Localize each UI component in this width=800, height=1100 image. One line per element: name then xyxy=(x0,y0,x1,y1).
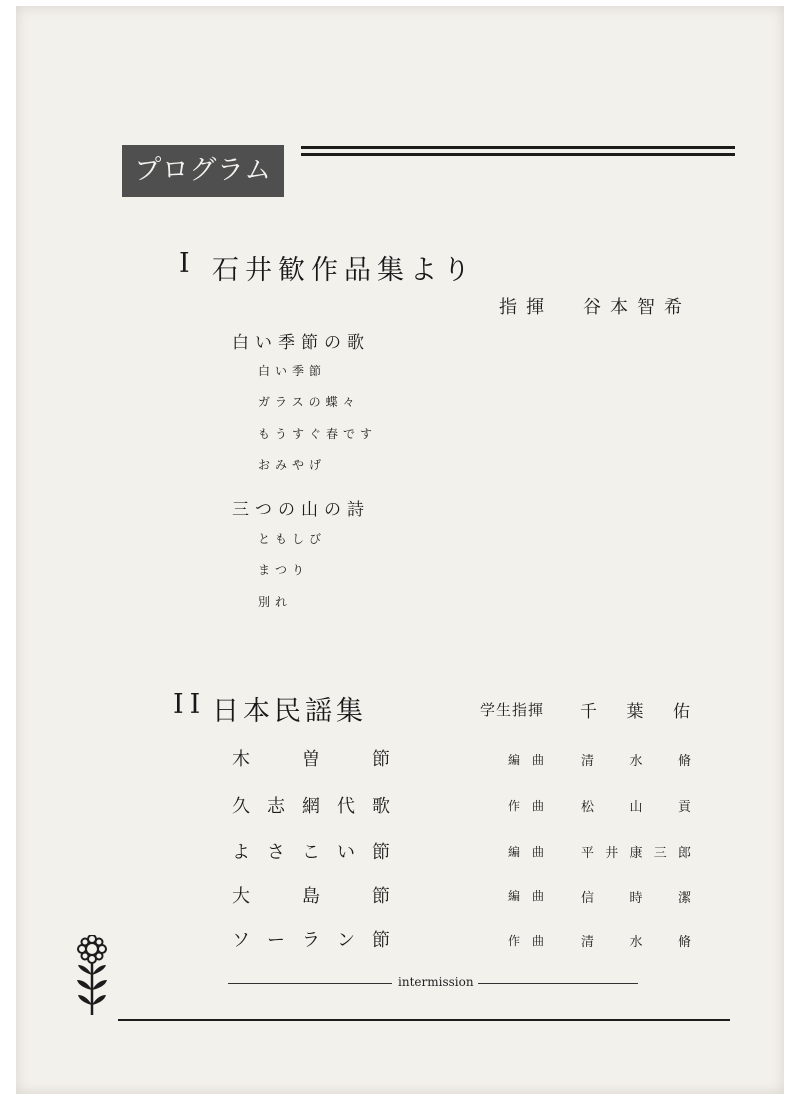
part2-numeral: II xyxy=(173,689,207,720)
song-title: よ さ こ い 節 xyxy=(232,842,390,863)
footer-rule xyxy=(118,1019,730,1021)
header-rule-bottom xyxy=(301,153,735,156)
part2-conductor-name: 千 葉 佑 xyxy=(580,702,690,722)
song-title: ソ ー ラ ン 節 xyxy=(232,930,390,951)
credit-role: 作曲 xyxy=(508,799,557,813)
credit-name: 平 井 康 三 郎 xyxy=(581,846,691,861)
credit-role: 編曲 xyxy=(508,889,557,903)
credit-role: 作曲 xyxy=(508,934,557,948)
part2-title: 日本民謡集 xyxy=(212,696,367,727)
song-title: 大 島 節 xyxy=(232,886,390,907)
suite-title: 白い季節の歌 xyxy=(232,333,370,353)
part1-conductor-name: 谷本智希 xyxy=(583,297,691,318)
part2-conductor-label: 学生指揮 xyxy=(480,701,545,719)
movement-item: 別れ xyxy=(258,595,293,609)
movement-item: ガラスの蝶々 xyxy=(258,395,360,409)
movement-item: ともしび xyxy=(258,532,327,546)
suite-title: 三つの山の詩 xyxy=(232,500,370,520)
movement-item: 白い季節 xyxy=(258,364,327,378)
credit-role: 編曲 xyxy=(508,753,557,767)
part1-title: 石井歓作品集より xyxy=(212,255,476,286)
credit-name: 信 時 潔 xyxy=(581,891,691,906)
credit-name: 清 水 脩 xyxy=(581,754,691,769)
movement-item: おみやげ xyxy=(258,458,327,472)
credit-name: 清 水 脩 xyxy=(581,935,691,950)
intermission-rule-right xyxy=(478,983,638,984)
program-heading-badge: プログラム xyxy=(122,145,284,197)
movement-item: もうすぐ春です xyxy=(258,427,378,441)
intermission-label: intermission xyxy=(398,975,474,989)
part1-conductor-label: 指揮 xyxy=(499,297,553,318)
song-title: 木 曽 節 xyxy=(232,749,390,770)
credit-name: 松 山 貢 xyxy=(581,800,691,815)
song-title: 久 志 網 代 歌 xyxy=(232,796,390,817)
part1-numeral: I xyxy=(179,248,196,279)
movement-item: まつり xyxy=(258,563,310,577)
header-rule-top xyxy=(301,146,735,149)
intermission-rule-left xyxy=(228,983,392,984)
credit-role: 編曲 xyxy=(508,845,557,859)
flower-icon xyxy=(74,935,110,1017)
